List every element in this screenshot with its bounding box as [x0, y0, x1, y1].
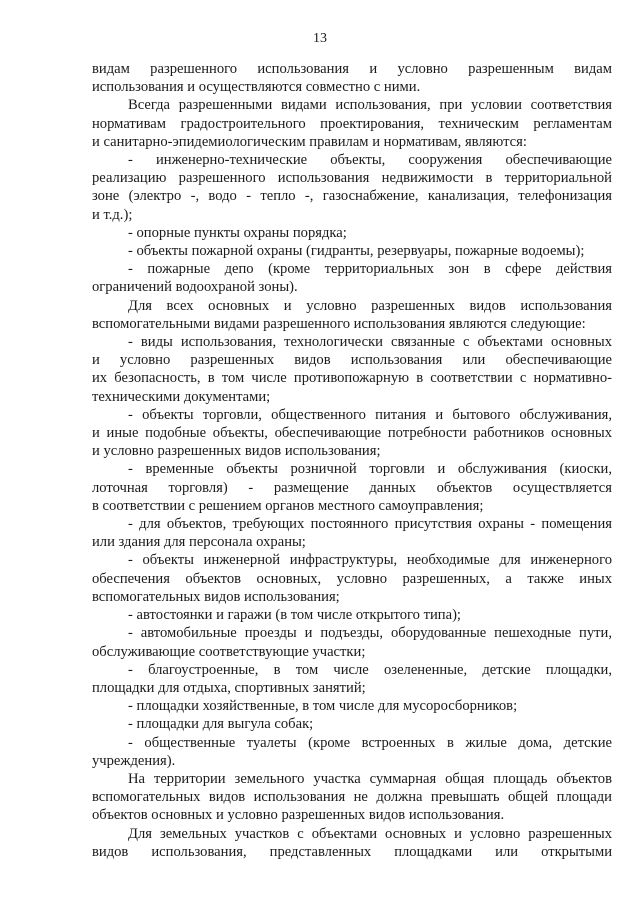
- text-line: - автостоянки и гаражи (в том числе открытого типа);: [128, 607, 461, 624]
- text-line: или здания для персонала охраны;: [92, 534, 306, 551]
- text-line: видов использования, представленных площадками или открытыми: [92, 843, 612, 860]
- text-line: вспомогательными видами разрешенного использования являются следующие:: [92, 315, 586, 332]
- text-line: и иные подобные объекты, обеспечивающие потребности работников основных: [92, 425, 612, 442]
- text-line: их безопасность, в том числе противопожарную в соответствии с нормативно-: [92, 370, 612, 387]
- text-line: Для всех основных и условно разрешенных видов использования: [128, 297, 612, 314]
- text-line: и условно разрешенных видов использования или обеспечивающие: [92, 352, 612, 369]
- text-line: учреждения).: [92, 752, 176, 769]
- text-line: На территории земельного участка суммарная общая площадь объектов: [128, 770, 612, 787]
- text-line: и т.д.);: [92, 206, 133, 223]
- text-line: обслуживающие соответствующие участки;: [92, 643, 366, 660]
- text-line: объектов основных и условно разрешенных видов использования.: [92, 807, 505, 824]
- text-line: - виды использования, технологически связанные с объектами основных: [128, 334, 612, 351]
- text-line: Всегда разрешенными видами использования, при условии соответствия: [128, 97, 612, 114]
- text-line: в соответствии с решением органов местного самоуправления;: [92, 497, 484, 514]
- text-line: - площадки для выгула собак;: [128, 716, 314, 733]
- text-line: площадки для отдыха, спортивных занятий;: [92, 679, 366, 696]
- text-line: - общественные туалеты (кроме встроенных в жилые дома, детские: [128, 734, 612, 751]
- text-line: - опорные пункты охраны порядка;: [128, 224, 347, 241]
- page-number: 13: [313, 31, 327, 46]
- text-line: - благоустроенные, в том числе озелененные, детские площадки,: [128, 661, 612, 678]
- text-line: - площадки хозяйственные, в том числе для мусоросборников;: [128, 698, 518, 715]
- text-line: - автомобильные проезды и подъезды, оборудованные пешеходные пути,: [128, 625, 612, 642]
- text-line: использования и осуществляются совместно с ними.: [92, 79, 421, 96]
- text-line: лоточная торговля) - размещение данных объектов осуществляется: [92, 479, 612, 496]
- document-body: [92, 60, 612, 861]
- text-line: вспомогательных видов использования не должна превышать общей площади: [92, 789, 612, 806]
- text-line: и санитарно-эпидемиологическим правилам и нормативам, являются:: [92, 133, 527, 150]
- text-line: техническими документами;: [92, 388, 271, 405]
- text-line: - объекты торговли, общественного питания и бытового обслуживания,: [128, 406, 612, 423]
- text-line: - объекты пожарной охраны (гидранты, резервуары, пожарные водоемы);: [128, 243, 585, 260]
- text-line: реализацию разрешенного использования недвижимости в территориальной: [92, 170, 612, 187]
- text-line: - объекты инженерной инфраструктуры, необходимые для инженерного: [128, 552, 612, 569]
- text-line: - временные объекты розничной торговли и обслуживания (киоски,: [128, 461, 612, 478]
- text-line: нормативам градостроительного проектирования, техническим регламентам: [92, 115, 612, 132]
- text-line: видам разрешенного использования и условно разрешенным видам: [92, 61, 612, 77]
- text-line: вспомогательных видов использования;: [92, 588, 340, 605]
- text-line: зоне (электро -, водо - тепло -, газоснабжение, канализация, телефонизация: [92, 188, 612, 205]
- text-line: - инженерно-технические объекты, сооружения обеспечивающие: [128, 152, 612, 169]
- text-line: - пожарные депо (кроме территориальных зон в сфере действия: [128, 261, 612, 278]
- text-line: ограничений водоохраной зоны).: [92, 279, 298, 296]
- text-line: - для объектов, требующих постоянного присутствия охраны - помещения: [128, 516, 612, 533]
- text-line: и условно разрешенных видов использования;: [92, 443, 381, 460]
- text-line: Для земельных участков с объектами основных и условно разрешенных: [128, 825, 612, 842]
- text-line: обеспечения объектов основных, условно разрешенных, а также иных: [92, 570, 612, 587]
